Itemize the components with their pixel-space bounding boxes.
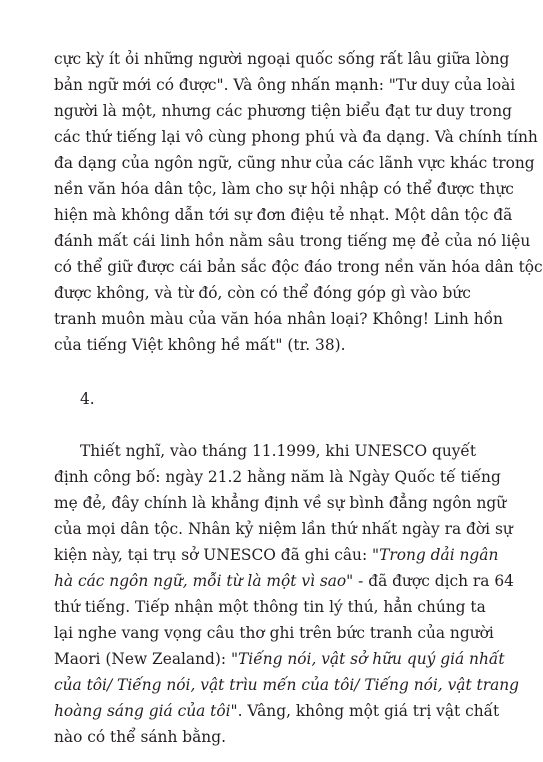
paragraph-1-line-10: được không, và từ đó, còn có thể đóng góp gì vào bức (54, 284, 471, 302)
paragraph-1-line-6: nền văn hóa dân tộc, làm cho sự hội nhập có thể được thực (54, 180, 514, 198)
paragraph-2-line-5 (54, 542, 499, 568)
paragraph-2-line-11-text: . Vâng, không một giá trị vật chất (237, 702, 500, 720)
unesco-quote-end: hà các ngôn ngữ, mỗi từ là một vì sao" (54, 572, 354, 590)
maori-quote-start: "Tiếng nói, vật sở hữu quý giá nhất (230, 650, 505, 668)
paragraph-2-line-1: Thiết nghĩ, vào tháng 11.1999, khi UNESCO quyết (80, 442, 477, 460)
paragraph-1-line-12: của tiếng Việt không hề mất" (tr. 38). (54, 336, 346, 354)
paragraph-2-line-3: mẹ đẻ, đây chính là khẳng định về sự bình đẳng ngôn ngữ (54, 494, 507, 512)
maori-quote-middle: của tôi/ Tiếng nói, vật trìu mến của tôi/ Tiếng nói, vật trang (54, 676, 520, 694)
paragraph-1-line-8: đánh mất cái linh hồn nằm sâu trong tiếng mẹ đẻ của nó liệu (54, 232, 531, 250)
paragraph-2-line-2: định công bố: ngày 21.2 hằng năm là Ngày Quốc tế tiếng (54, 468, 501, 486)
section-number: 4. (80, 390, 95, 408)
paragraph-1-line-1: cực kỳ ít ỏi những người ngoại quốc sống rất lâu giữa lòng (54, 50, 510, 68)
paragraph-2-line-7: thứ tiếng. Tiếp nhận một thông tin lý thú, hẳn chúng ta (54, 598, 486, 616)
unesco-quote-start: "Trong dải ngân (372, 546, 499, 564)
paragraph-1-line-2: bản ngữ mới có được". Và ông nhấn mạnh: "Tư duy của loài (54, 76, 516, 94)
paragraph-2-line-6 (54, 568, 514, 594)
paragraph-1-line-3: người là một, nhưng các phương tiện biểu đạt tư duy trong (54, 102, 512, 120)
paragraph-2-line-12: nào có thể sánh bằng. (54, 728, 226, 746)
paragraph-1-line-11: tranh muôn màu của văn hóa nhân loại? Không! Linh hồn (54, 310, 503, 328)
paragraph-1-line-9: có thể giữ được cái bản sắc độc đáo trong nền văn hóa dân tộc (54, 258, 543, 276)
paragraph-2-line-10 (54, 672, 520, 698)
paragraph-2-line-9-text: Maori (New Zealand): (54, 650, 231, 668)
maori-quote-end: hoàng sáng giá của tôi" (54, 702, 238, 720)
paragraph-2-line-5-text: kiện này, tại trụ sở UNESCO đã ghi câu: (54, 546, 373, 564)
paragraph-2-line-9 (54, 646, 505, 672)
paragraph-2-line-8: lại nghe vang vọng câu thơ ghi trên bức tranh của người (54, 624, 494, 642)
paragraph-2-line-11 (54, 698, 500, 724)
paragraph-2-line-4: của mọi dân tộc. Nhân kỷ niệm lần thứ nhất ngày ra đời sự (54, 520, 513, 538)
paragraph-1-line-5: đa dạng của ngôn ngữ, cũng như của các lãnh vực khác trong (54, 154, 535, 172)
paragraph-1-line-4: các thứ tiếng lại vô cùng phong phú và đa dạng. Và chính tính (54, 128, 538, 146)
paragraph-1-line-7: hiện mà không dẫn tới sự đơn điệu tẻ nhạt. Một dân tộc đã (54, 206, 513, 224)
paragraph-2-line-6-text: - đã được dịch ra 64 (353, 572, 514, 590)
